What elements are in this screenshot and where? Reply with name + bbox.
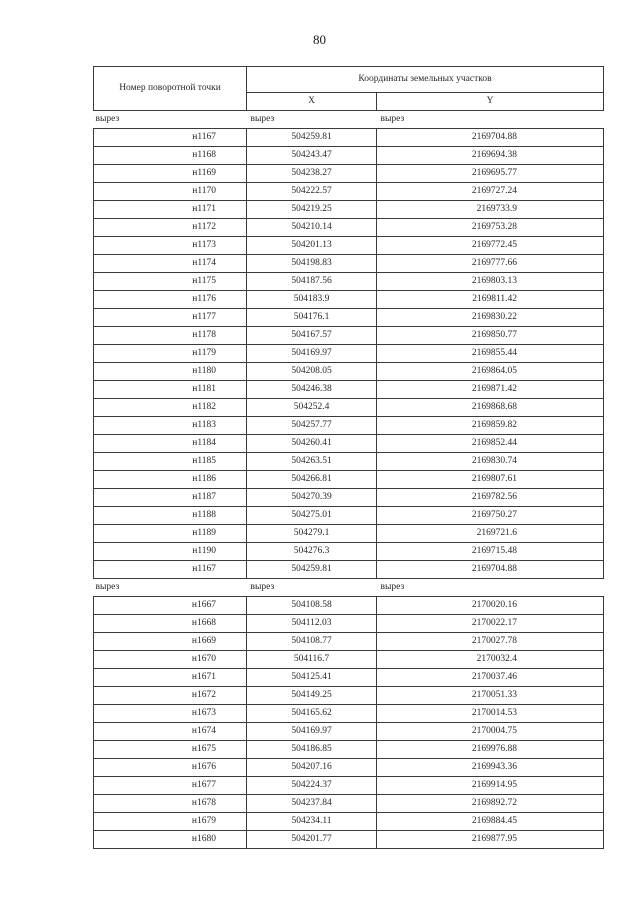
y-coordinate-cell: 2169750.27 xyxy=(377,507,604,525)
point-id-cell: н1672 xyxy=(94,687,247,705)
x-coordinate-cell: 504276.3 xyxy=(247,543,377,561)
x-coordinate-cell: 504116.7 xyxy=(247,651,377,669)
point-id-cell: н1667 xyxy=(94,597,247,615)
point-id-cell: н1183 xyxy=(94,417,247,435)
y-coordinate-cell: 2169803.13 xyxy=(377,273,604,291)
table-row xyxy=(94,237,604,255)
y-coordinate-cell: 2169859.82 xyxy=(377,417,604,435)
table-row xyxy=(94,831,604,849)
x-coordinate-cell: 504270.39 xyxy=(247,489,377,507)
y-coordinate-cell: 2170037.46 xyxy=(377,669,604,687)
table-row xyxy=(94,435,604,453)
x-coordinate-cell: 504201.77 xyxy=(247,831,377,849)
y-coordinate-cell: 2169782.56 xyxy=(377,489,604,507)
coordinates-table xyxy=(93,66,604,849)
section-label: вырез xyxy=(94,579,247,597)
y-coordinate-cell: 2169871.42 xyxy=(377,381,604,399)
table-row xyxy=(94,201,604,219)
table-row xyxy=(94,669,604,687)
point-id-cell: н1680 xyxy=(94,831,247,849)
x-coordinate-cell: 504187.56 xyxy=(247,273,377,291)
y-coordinate-cell: 2169807.61 xyxy=(377,471,604,489)
table-row xyxy=(94,561,604,579)
x-coordinate-cell: 504169.97 xyxy=(247,345,377,363)
x-coordinate-cell: 504257.77 xyxy=(247,417,377,435)
point-id-cell: н1181 xyxy=(94,381,247,399)
point-id-cell: н1179 xyxy=(94,345,247,363)
x-coordinate-cell: 504222.57 xyxy=(247,183,377,201)
point-id-cell: н1174 xyxy=(94,255,247,273)
y-coordinate-cell: 2169830.22 xyxy=(377,309,604,327)
table-row xyxy=(94,273,604,291)
section-label: вырез xyxy=(94,111,247,129)
y-coordinate-cell: 2169727.24 xyxy=(377,183,604,201)
x-coordinate-cell: 504183.9 xyxy=(247,291,377,309)
section-label: вырез xyxy=(377,579,604,597)
section-label: вырез xyxy=(247,111,377,129)
table-row xyxy=(94,723,604,741)
x-coordinate-cell: 504167.57 xyxy=(247,327,377,345)
table-row xyxy=(94,399,604,417)
x-coordinate-cell: 504108.77 xyxy=(247,633,377,651)
point-id-cell: н1676 xyxy=(94,759,247,777)
point-id-cell: н1185 xyxy=(94,453,247,471)
table-row xyxy=(94,309,604,327)
y-coordinate-cell: 2169892.72 xyxy=(377,795,604,813)
x-coordinate-cell: 504186.85 xyxy=(247,741,377,759)
coordinates-header: Координаты земельных участков xyxy=(247,67,604,93)
y-coordinate-cell: 2169772.45 xyxy=(377,237,604,255)
point-id-cell: н1180 xyxy=(94,363,247,381)
point-id-cell: н1678 xyxy=(94,795,247,813)
point-id-cell: н1668 xyxy=(94,615,247,633)
y-coordinate-cell: 2170032.4 xyxy=(377,651,604,669)
x-coordinate-cell: 504275.01 xyxy=(247,507,377,525)
point-id-cell: н1167 xyxy=(94,129,247,147)
point-id-cell: н1170 xyxy=(94,183,247,201)
x-coordinate-cell: 504108.58 xyxy=(247,597,377,615)
table-row xyxy=(94,615,604,633)
point-column-header: Номер поворотной точки xyxy=(94,67,247,111)
table-row xyxy=(94,165,604,183)
point-id-cell: н1669 xyxy=(94,633,247,651)
x-coordinate-cell: 504219.25 xyxy=(247,201,377,219)
y-column-header: Y xyxy=(377,93,604,111)
y-coordinate-cell: 2169884.45 xyxy=(377,813,604,831)
table-row xyxy=(94,741,604,759)
x-coordinate-cell: 504260.41 xyxy=(247,435,377,453)
table-row xyxy=(94,363,604,381)
y-coordinate-cell: 2169850.77 xyxy=(377,327,604,345)
point-id-cell: н1184 xyxy=(94,435,247,453)
x-coordinate-cell: 504237.84 xyxy=(247,795,377,813)
y-coordinate-cell: 2169694.38 xyxy=(377,147,604,165)
x-coordinate-cell: 504259.81 xyxy=(247,129,377,147)
y-coordinate-cell: 2170020.16 xyxy=(377,597,604,615)
x-coordinate-cell: 504224.37 xyxy=(247,777,377,795)
point-id-cell: н1173 xyxy=(94,237,247,255)
point-id-cell: н1175 xyxy=(94,273,247,291)
table-row xyxy=(94,417,604,435)
y-coordinate-cell: 2169976.88 xyxy=(377,741,604,759)
y-coordinate-cell: 2169695.77 xyxy=(377,165,604,183)
table-row xyxy=(94,543,604,561)
table-row xyxy=(94,687,604,705)
y-coordinate-cell: 2169877.95 xyxy=(377,831,604,849)
y-coordinate-cell: 2169852.44 xyxy=(377,435,604,453)
table-row xyxy=(94,345,604,363)
y-coordinate-cell: 2169721.6 xyxy=(377,525,604,543)
x-coordinate-cell: 504210.14 xyxy=(247,219,377,237)
point-id-cell: н1187 xyxy=(94,489,247,507)
y-coordinate-cell: 2169943.36 xyxy=(377,759,604,777)
x-coordinate-cell: 504246.38 xyxy=(247,381,377,399)
table-row xyxy=(94,381,604,399)
x-coordinate-cell: 504165.62 xyxy=(247,705,377,723)
y-coordinate-cell: 2169733.9 xyxy=(377,201,604,219)
y-coordinate-cell: 2169715.48 xyxy=(377,543,604,561)
y-coordinate-cell: 2169753.28 xyxy=(377,219,604,237)
y-coordinate-cell: 2170027.78 xyxy=(377,633,604,651)
table-row xyxy=(94,597,604,615)
point-id-cell: н1670 xyxy=(94,651,247,669)
section-label-row xyxy=(94,579,604,597)
y-coordinate-cell: 2170004.75 xyxy=(377,723,604,741)
point-id-cell: н1189 xyxy=(94,525,247,543)
table-row xyxy=(94,777,604,795)
table-row xyxy=(94,651,604,669)
point-id-cell: н1674 xyxy=(94,723,247,741)
table-row xyxy=(94,489,604,507)
x-coordinate-cell: 504176.1 xyxy=(247,309,377,327)
point-id-cell: н1172 xyxy=(94,219,247,237)
point-id-cell: н1671 xyxy=(94,669,247,687)
y-coordinate-cell: 2169811.42 xyxy=(377,291,604,309)
table-row xyxy=(94,507,604,525)
x-coordinate-cell: 504201.13 xyxy=(247,237,377,255)
table-row xyxy=(94,255,604,273)
table-row xyxy=(94,525,604,543)
table-row xyxy=(94,795,604,813)
point-id-cell: н1182 xyxy=(94,399,247,417)
point-id-cell: н1190 xyxy=(94,543,247,561)
y-coordinate-cell: 2169830.74 xyxy=(377,453,604,471)
point-id-cell: н1188 xyxy=(94,507,247,525)
x-coordinate-cell: 504234.11 xyxy=(247,813,377,831)
table-row xyxy=(94,129,604,147)
y-coordinate-cell: 2169704.88 xyxy=(377,561,604,579)
section-label-row xyxy=(94,111,604,129)
x-coordinate-cell: 504125.41 xyxy=(247,669,377,687)
table-row xyxy=(94,633,604,651)
point-id-cell: н1168 xyxy=(94,147,247,165)
point-id-cell: н1176 xyxy=(94,291,247,309)
table-row xyxy=(94,759,604,777)
y-coordinate-cell: 2169704.88 xyxy=(377,129,604,147)
table-body xyxy=(94,111,604,849)
y-coordinate-cell: 2169864.05 xyxy=(377,363,604,381)
page-number: 80 xyxy=(313,32,326,47)
y-coordinate-cell: 2170014.53 xyxy=(377,705,604,723)
x-coordinate-cell: 504243.47 xyxy=(247,147,377,165)
point-id-cell: н1178 xyxy=(94,327,247,345)
point-id-cell: н1169 xyxy=(94,165,247,183)
y-coordinate-cell: 2169777.66 xyxy=(377,255,604,273)
table-row xyxy=(94,453,604,471)
x-coordinate-cell: 504149.25 xyxy=(247,687,377,705)
x-coordinate-cell: 504169.97 xyxy=(247,723,377,741)
point-id-cell: н1186 xyxy=(94,471,247,489)
point-id-cell: н1177 xyxy=(94,309,247,327)
y-coordinate-cell: 2169914.95 xyxy=(377,777,604,795)
table-row xyxy=(94,705,604,723)
x-coordinate-cell: 504279.1 xyxy=(247,525,377,543)
table-row xyxy=(94,147,604,165)
point-id-cell: н1171 xyxy=(94,201,247,219)
table-row xyxy=(94,183,604,201)
x-column-header: X xyxy=(247,93,377,111)
x-coordinate-cell: 504252.4 xyxy=(247,399,377,417)
x-coordinate-cell: 504112.03 xyxy=(247,615,377,633)
point-id-cell: н1167 xyxy=(94,561,247,579)
point-id-cell: н1673 xyxy=(94,705,247,723)
table-row xyxy=(94,327,604,345)
table-row xyxy=(94,813,604,831)
x-coordinate-cell: 504238.27 xyxy=(247,165,377,183)
point-id-cell: н1679 xyxy=(94,813,247,831)
section-label: вырез xyxy=(377,111,604,129)
table-row xyxy=(94,471,604,489)
table-row xyxy=(94,291,604,309)
x-coordinate-cell: 504208.05 xyxy=(247,363,377,381)
y-coordinate-cell: 2170051.33 xyxy=(377,687,604,705)
x-coordinate-cell: 504207.16 xyxy=(247,759,377,777)
x-coordinate-cell: 504259.81 xyxy=(247,561,377,579)
y-coordinate-cell: 2169855.44 xyxy=(377,345,604,363)
x-coordinate-cell: 504198.83 xyxy=(247,255,377,273)
table-row xyxy=(94,219,604,237)
y-coordinate-cell: 2170022.17 xyxy=(377,615,604,633)
x-coordinate-cell: 504266.81 xyxy=(247,471,377,489)
section-label: вырез xyxy=(247,579,377,597)
point-id-cell: н1675 xyxy=(94,741,247,759)
y-coordinate-cell: 2169868.68 xyxy=(377,399,604,417)
x-coordinate-cell: 504263.51 xyxy=(247,453,377,471)
point-id-cell: н1677 xyxy=(94,777,247,795)
